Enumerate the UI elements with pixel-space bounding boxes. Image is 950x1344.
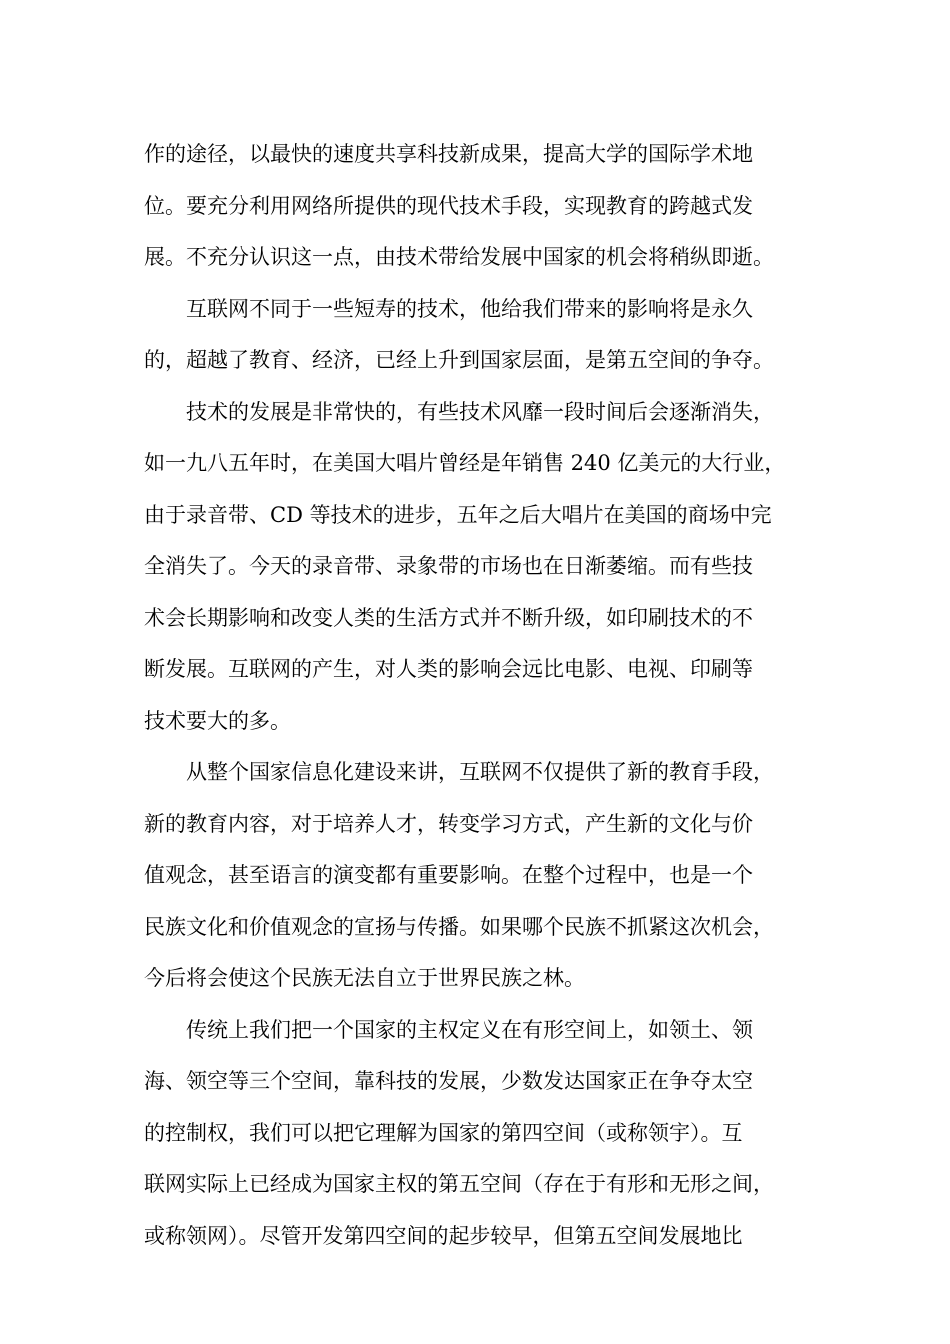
text-line: 互联网不同于一些短寿的技术，他给我们带来的影响将是永久 xyxy=(186,296,753,321)
text-line: 技术要大的多。 xyxy=(144,708,291,733)
text-line: 由于录音带、CD 等技术的进步，五年之后大唱片在美国的商场中完 xyxy=(144,502,772,527)
text-line: 的，超越了教育、经济，已经上升到国家层面，是第五空间的争夺。 xyxy=(144,348,774,372)
text-line: 的控制权，我们可以把它理解为国家的第四空间（或称领宇）。互 xyxy=(144,1120,743,1145)
body-text xyxy=(144,129,824,1262)
text-line: 术会长期影响和改变人类的生活方式并不断升级，如印刷技术的不 xyxy=(144,605,753,630)
text-line: 联网实际上已经成为国家主权的第五空间（存在于有形和无形之间， xyxy=(144,1172,774,1196)
text-line: 民族文化和价值观念的宣扬与传播。如果哪个民族不抓紧这次机会， xyxy=(144,914,774,939)
text-line: 今后将会使这个民族无法自立于世界民族之林。 xyxy=(144,966,585,990)
text-line: 展。不充分认识这一点，由技术带给发展中国家的机会将稍纵即逝。 xyxy=(144,245,774,269)
text-line: 或称领网）。尽管开发第四空间的起步较早，但第五空间发展地比 xyxy=(144,1223,743,1248)
text-line: 全消失了。今天的录音带、录象带的市场也在日渐萎缩。而有些技 xyxy=(144,554,753,578)
text-line: 如一九八五年时，在美国大唱片曾经是年销售 240 亿美元的大行业， xyxy=(144,451,786,475)
text-line: 新的教育内容，对于培养人才，转变学习方式，产生新的文化与价 xyxy=(144,811,753,836)
text-line: 断发展。互联网的产生，对人类的影响会远比电影、电视、印刷等 xyxy=(144,657,753,681)
text-line: 作的途径，以最快的速度共享科技新成果，提高大学的国际学术地 xyxy=(144,142,753,166)
text-line: 技术的发展是非常快的，有些技术风靡一段时间后会逐渐消失， xyxy=(186,399,774,424)
text-line: 从整个国家信息化建设来讲，互联网不仅提供了新的教育手段， xyxy=(186,760,774,784)
text-line: 传统上我们把一个国家的主权定义在有形空间上，如领土、领 xyxy=(186,1017,753,1042)
text-line: 位。要充分利用网络所提供的现代技术手段，实现教育的跨越式发 xyxy=(144,193,753,218)
text-line: 值观念，甚至语言的演变都有重要影响。在整个过程中，也是一个 xyxy=(144,863,753,887)
text-line: 海、领空等三个空间，靠科技的发展，少数发达国家正在争夺太空 xyxy=(144,1069,753,1093)
